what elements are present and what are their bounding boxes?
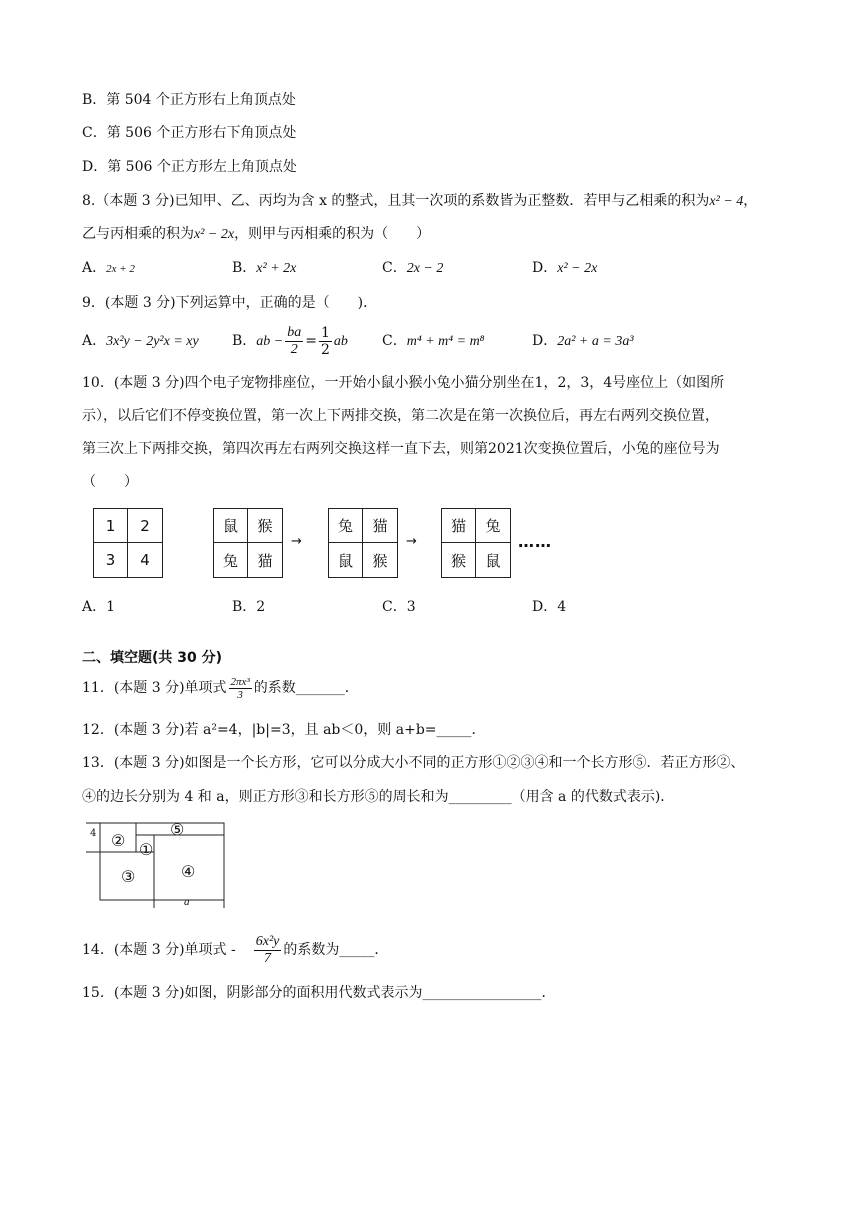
q8-stem-line2	[82, 224, 430, 245]
grid-cell: 3	[94, 543, 128, 577]
q8-stem-line1: 8.（本题 3 分)已知甲、乙、丙均为含 x 的整式，且其一次项的系数皆为正整数．若甲与乙相乘的积为x² − 4，	[82, 193, 758, 209]
grid-cell: 兔	[476, 509, 510, 543]
fig-label-2: ②	[111, 831, 126, 850]
q12: 12．(本题 3 分)若 a²=4，|b|=3，且 ab＜0，则 a+b=_____．	[82, 722, 486, 738]
q13-line1: 13．(本题 3 分)如图是一个长方形，它可以分成大小不同的正方形①②③④和一个长方形⑤．若正方形②、	[82, 755, 745, 771]
q13-line2: ④的边长分别为 4 和 a，则正方形③和长方形⑤的周长和为_________（用含 a 的代数式表示)．	[82, 789, 675, 805]
rectangle-figure	[86, 818, 230, 912]
q14: 14．(本题 3 分)单项式 - $\frac{\text{6x²y}}{7}$ 的系数为_____．	[82, 933, 389, 966]
grid-cell: 猴	[442, 543, 476, 577]
seat-grid-numbers	[93, 508, 163, 578]
grid-cell: 鼠	[329, 543, 363, 577]
grid-cell: 猴	[372, 551, 388, 570]
q9-option-a: A．3x²y − 2y²x = xy	[82, 333, 199, 349]
q8-option-c: C．2x − 2	[382, 260, 444, 276]
grid-cell: 兔	[329, 509, 363, 543]
q8-option-d: D．x² − 2x	[532, 260, 598, 276]
q8-option-a: A．2x + 2	[82, 260, 135, 276]
q8-expr2: x² − 2x	[194, 227, 235, 242]
grid-cell: 鼠	[214, 509, 248, 543]
fig-side-label-4: 4	[90, 828, 97, 839]
q10-option-a: A．1	[82, 599, 116, 615]
grid-cell: 1	[94, 509, 128, 543]
grid-cell: 兔	[214, 543, 248, 577]
grid-cell: 猫	[363, 509, 397, 543]
grid-cell: 鼠	[485, 551, 501, 570]
q7-option-b: B．第 504 个正方形右上角顶点处	[82, 92, 296, 108]
fig-label-4: ④	[181, 862, 196, 881]
fig-label-5: ⑤	[170, 820, 185, 839]
q10-stem-line3: 第三次上下两排交换，第四次再左右两列交换这样一直下去，则第2021次变换位置后，小兔的座位号为	[82, 441, 720, 457]
fig-side-label-a: a	[184, 896, 190, 908]
arrow-icon: →	[406, 534, 417, 549]
q10-option-b: B．2	[232, 599, 266, 615]
q7-option-c: C．第 506 个正方形右下角顶点处	[82, 125, 297, 141]
q8-expr1: x² − 4	[709, 194, 744, 209]
q9-option-c: C．m⁴ + m⁴ = m⁸	[382, 333, 485, 349]
fig-label-3: ③	[121, 867, 136, 886]
grid-cell: 猫	[257, 551, 273, 570]
q10-option-d: D．4	[532, 599, 567, 615]
section-title: 二、填空题(共 30 分)	[82, 650, 223, 666]
seat-grid-step2	[441, 508, 511, 578]
q9-option-d: D．2a² + a = 3a³	[532, 333, 634, 349]
arrow-icon: →	[291, 534, 302, 549]
ellipsis: ……	[518, 532, 552, 551]
q8-stem-text2: 乙与丙相乘的积为	[82, 226, 194, 242]
q10-stem-line2: 示），以后它们不停变换位置，第一次上下两排交换，第二次是在第一次换位后，再左右两列交换位置，	[82, 408, 719, 424]
grid-cell: 猫	[442, 509, 476, 543]
q8-option-b: B．x² + 2x	[232, 260, 297, 276]
seat-grid-initial	[213, 508, 283, 578]
q10-stem-line1: 10．(本题 3 分)四个电子宠物排座位，一开始小鼠小猴小兔小猫分别坐在1，2，3，4号座位上（如图所	[82, 375, 725, 391]
q8-stem-text: 8.（本题 3 分)已知甲、乙、丙均为含 x 的整式，且其一次项的系数皆为正整数．若甲与乙相乘的积为	[82, 193, 710, 209]
q15: 15．(本题 3 分)如图，阴影部分的面积用代数式表示为_________________．	[82, 985, 556, 1001]
grid-cell: 2	[128, 509, 162, 543]
fig-label-1: ①	[139, 840, 154, 859]
q10-stem-line4: （ ）	[82, 474, 138, 490]
q9-option-b: B．ab − $\frac{ba}{2}$ = $\frac{1}{2}$ ab	[232, 324, 348, 358]
q8-stem-text3: ，则甲与丙相乘的积为（ ）	[234, 226, 431, 242]
grid-cell: 4	[140, 551, 150, 569]
seat-grid-step1	[328, 508, 398, 578]
q9-stem: 9．(本题 3 分)下列运算中，正确的是（ )．	[82, 295, 378, 311]
q7-option-d: D．第 506 个正方形左上角顶点处	[82, 159, 297, 175]
q11: 11．(本题 3 分)单项式 $\frac{\text{2πx³}}{3}$ 的系数_______．	[82, 675, 359, 701]
q10-option-c: C．3	[382, 599, 416, 615]
grid-cell: 猴	[248, 509, 282, 543]
